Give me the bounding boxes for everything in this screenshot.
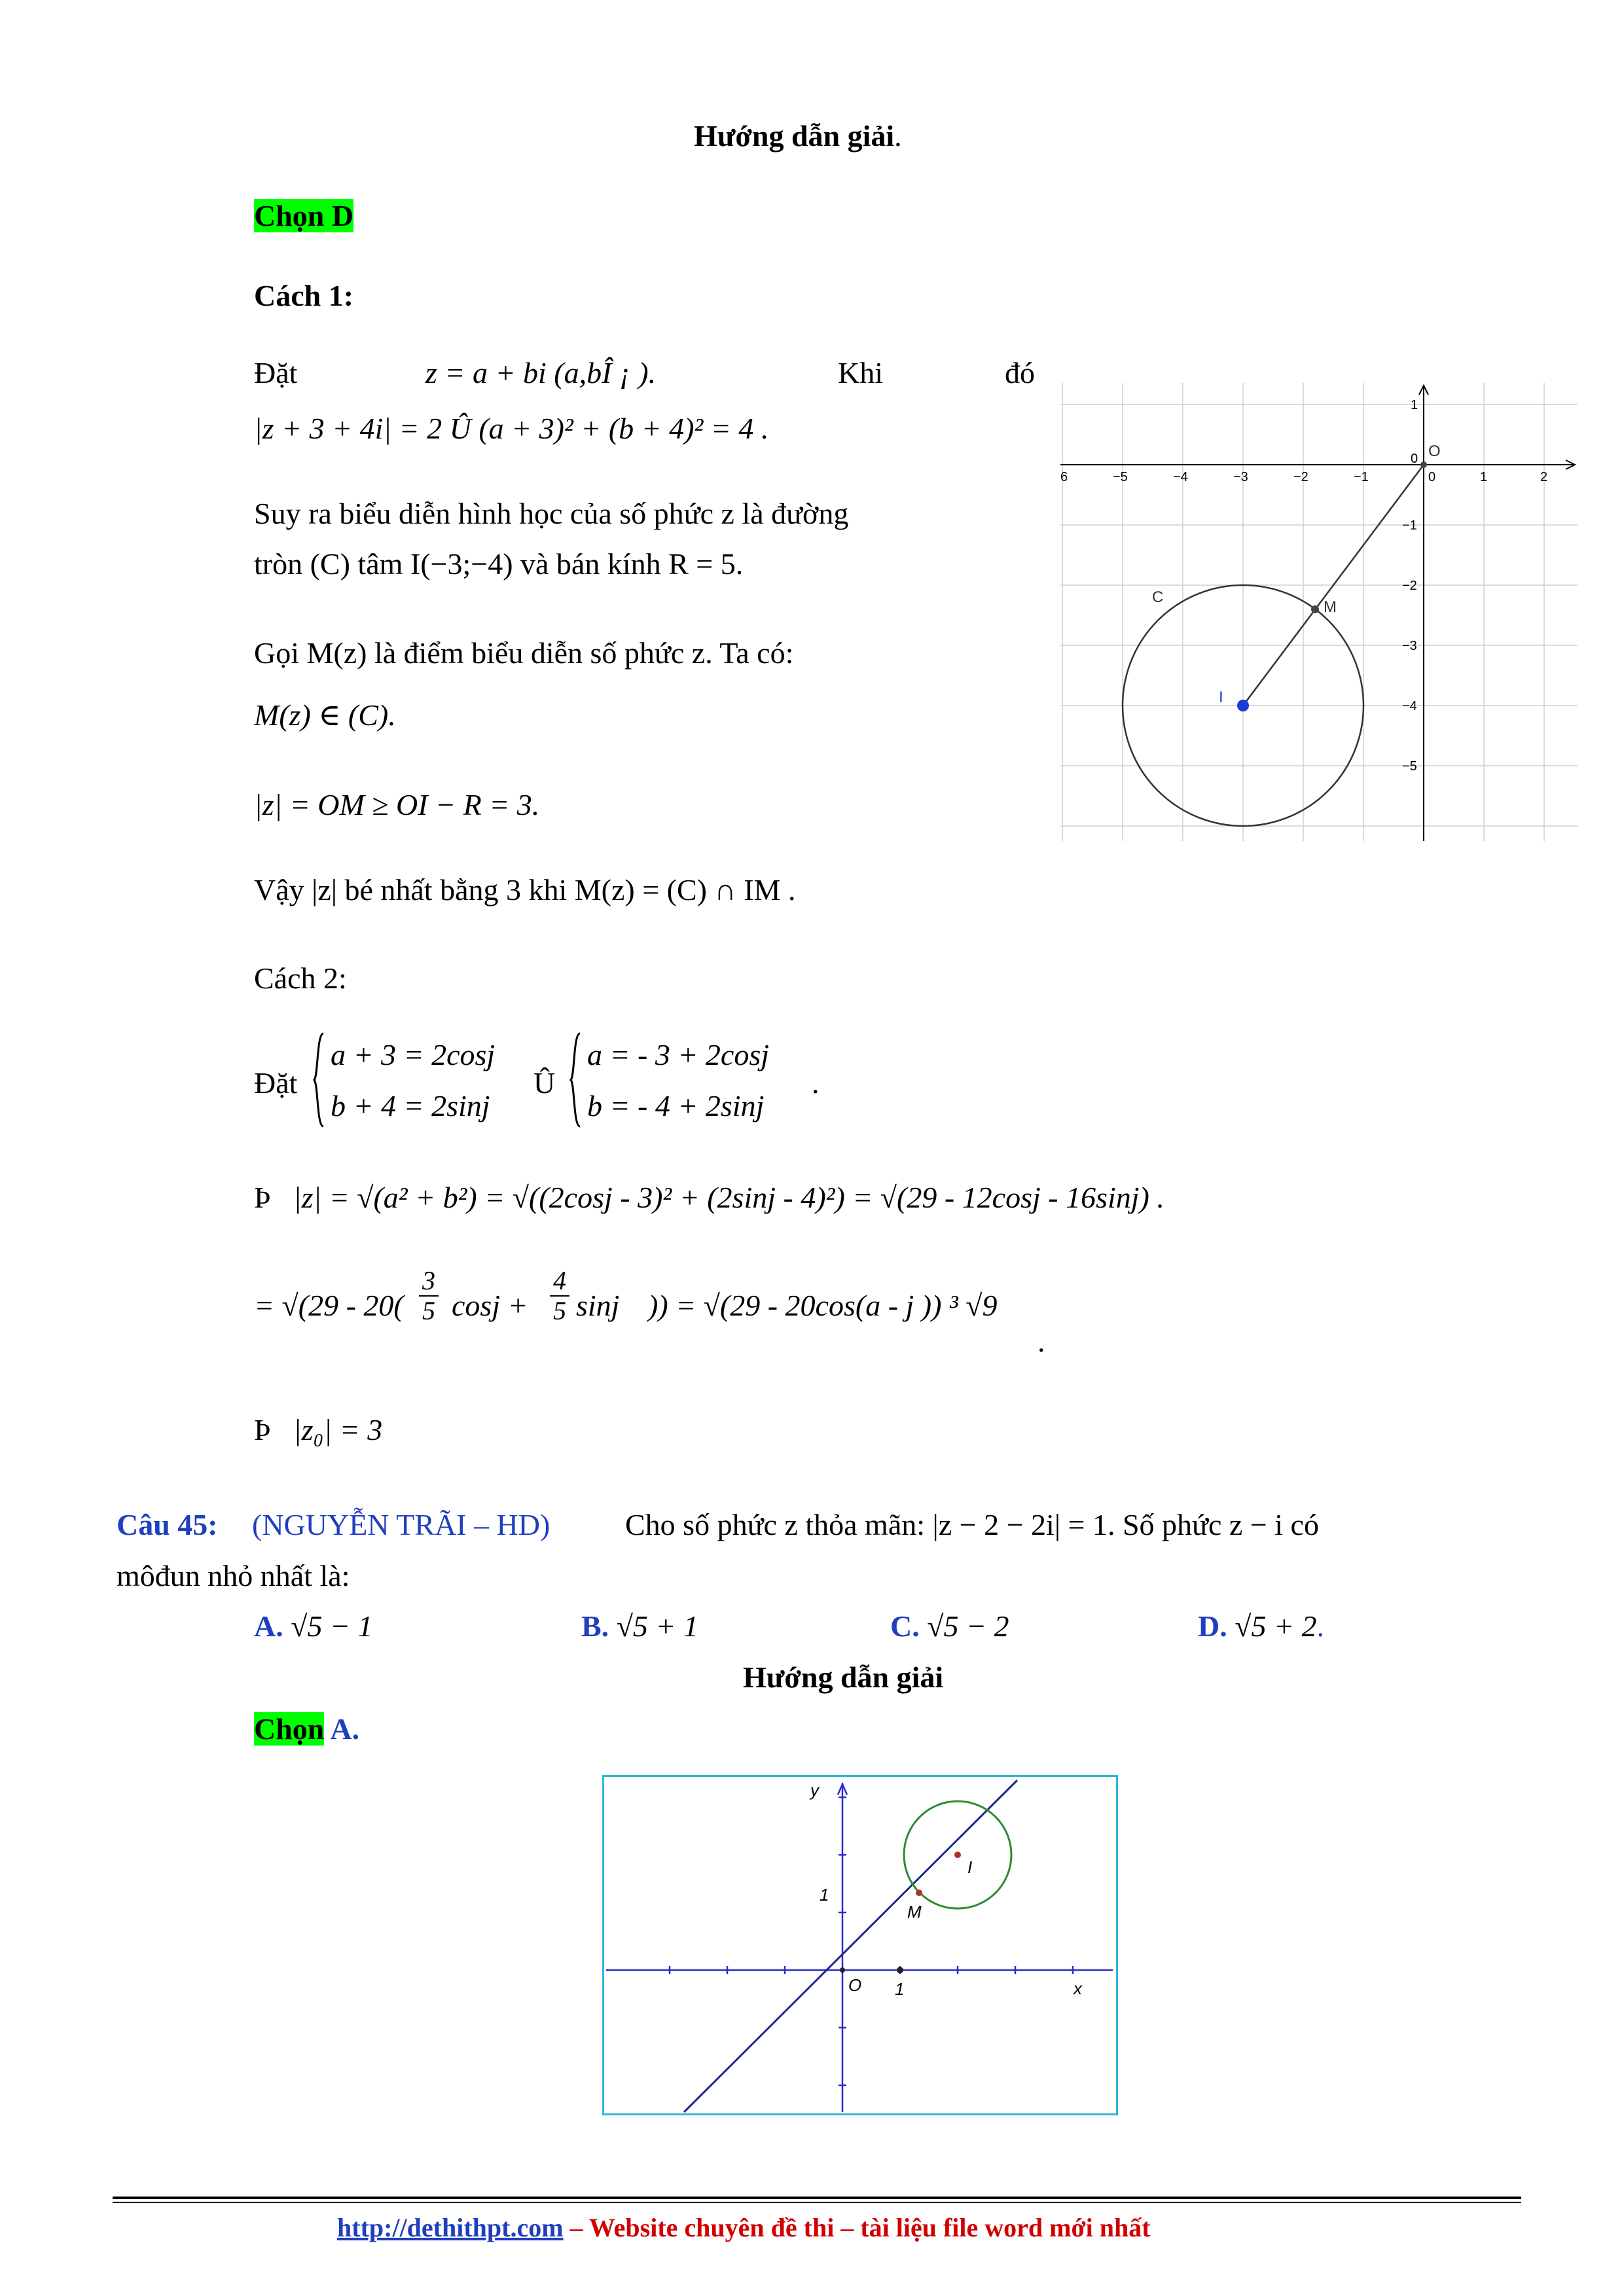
question-label: Câu 45: <box>117 1508 218 1541</box>
eq2-part-a: = √(29 - 20( <box>254 1289 404 1322</box>
goi-line-1: Gọi M(z) là điểm biểu diễn số phức z. Ta có: <box>254 636 794 670</box>
choice-answer: Chọn D <box>254 199 354 232</box>
x-tick-label: −3 <box>1233 470 1248 484</box>
dat2-word: Đặt <box>254 1066 298 1100</box>
khi-word: Khi <box>838 356 883 389</box>
brace-left-2 <box>569 1031 583 1132</box>
choice-answer-2: Chọn A. <box>254 1712 360 1746</box>
solution2-heading: Hướng dẫn giải <box>743 1660 944 1694</box>
question-text-2: môđun nhỏ nhất là: <box>117 1559 350 1592</box>
x-tick-label: −2 <box>1293 470 1308 484</box>
point-i <box>954 1852 961 1858</box>
solution-heading: Hướng dẫn giải. <box>694 119 902 152</box>
label-x: x <box>1074 1979 1082 1998</box>
label-c: C <box>1152 588 1164 606</box>
do-word: đó <box>1005 356 1035 389</box>
y-tick-label: 1 <box>1411 398 1418 412</box>
fraction-4-5: 4 5 <box>550 1266 569 1325</box>
goi-line-2: M(z) ∈ (C). <box>254 698 396 732</box>
x-tick-label: −1 <box>1354 470 1369 484</box>
label-one-x: 1 <box>895 1979 905 1999</box>
y-tick-label: 0 <box>1411 452 1418 466</box>
label-i: I <box>967 1857 973 1877</box>
label-o: O <box>848 1975 862 1995</box>
question-source: (NGUYỄN TRÃI – HD) <box>252 1508 550 1541</box>
dat-word: Đặt <box>254 356 298 389</box>
footer-rule-thin <box>113 2202 1521 2203</box>
system1-line1: a + 3 = 2cosj <box>331 1038 496 1071</box>
point-m <box>1311 605 1319 613</box>
figure-frame <box>604 1776 1117 2115</box>
point-i <box>1237 700 1249 711</box>
eq2-dot: . <box>1038 1325 1045 1358</box>
label-o: O <box>1428 442 1441 460</box>
implies-symbol-2: Þ <box>254 1413 271 1446</box>
label-m: M <box>907 1902 922 1922</box>
modulus-line: |z| = √(a² + b²) = √((2cosj - 3)² + (2sinj - 4)²) = √(29 - 12cosj - 16sinj) . <box>293 1181 1164 1214</box>
point-o <box>1420 461 1427 468</box>
footer-link[interactable]: http://dethithpt.com <box>337 2213 564 2242</box>
point-one <box>897 1967 903 1973</box>
eq2-part-b: )) = √(29 - 20cos(a - j )) ³ √9 <box>648 1289 998 1322</box>
label-y: y <box>810 1780 819 1800</box>
option-a: A. √5 − 1 <box>254 1609 373 1643</box>
x-tick-label: −5 <box>1113 470 1128 484</box>
y-tick-label: −2 <box>1402 579 1417 593</box>
footer <box>337 2211 1151 2245</box>
system2-line1: a = - 3 + 2cosj <box>587 1038 769 1071</box>
point-m <box>916 1890 922 1896</box>
y-tick-label: −1 <box>1402 518 1417 533</box>
option-b: B. √5 + 1 <box>581 1609 698 1643</box>
y-tick-label: −3 <box>1402 639 1417 653</box>
system1-line2: b + 4 = 2sinj <box>331 1089 490 1122</box>
method1-label: Cách 1: <box>254 279 354 312</box>
x-tick-label: −4 <box>1173 470 1188 484</box>
conclusion-line: Vậy |z| bé nhất bằng 3 khi M(z) = (C) ∩ IM . <box>254 873 796 906</box>
iff-symbol: Û <box>533 1066 556 1100</box>
system-dot: . <box>812 1066 820 1100</box>
suy-ra-line-1: Suy ra biểu diễn hình học của số phức z là đường <box>254 497 849 530</box>
label-i: I <box>1219 689 1223 706</box>
option-c: C. √5 − 2 <box>890 1609 1009 1643</box>
footer-rule-thick <box>113 2197 1521 2199</box>
label-m: M <box>1324 598 1337 616</box>
label-one-y: 1 <box>820 1885 829 1905</box>
inequality-line: |z| = OM ≥ OI − R = 3. <box>254 788 540 821</box>
cos-term: cosj + <box>452 1289 528 1322</box>
x-tick-label: 6 <box>1060 470 1068 484</box>
fraction-3-5: 3 5 <box>419 1266 439 1325</box>
dat-expression: z = a + bi (a,bÎ ¡ ). <box>425 356 657 389</box>
y-tick-label: −4 <box>1402 699 1417 713</box>
sin-term: sinj <box>576 1289 620 1322</box>
figure-line-circle <box>602 1775 1118 2119</box>
point-origin <box>840 1967 845 1973</box>
x-tick-label: 0 <box>1428 470 1436 484</box>
question-text-1: Cho số phức z thỏa mãn: |z − 2 − 2i| = 1. Số phức z − i có <box>625 1508 1319 1541</box>
method2-label: Cách 2: <box>254 961 347 995</box>
y-tick-label: −5 <box>1402 759 1417 774</box>
z0-line: |z₀| = 3 <box>293 1413 383 1446</box>
brace-left-1 <box>313 1031 326 1134</box>
suy-ra-line-2: tròn (C) tâm I(−3;−4) và bán kính R = 5. <box>254 547 744 581</box>
x-tick-label: 2 <box>1540 470 1548 484</box>
figure-circle-graph <box>1060 383 1578 844</box>
modulus-equation: |z + 3 + 4i| = 2 Û (a + 3)² + (b + 4)² = 4 . <box>254 412 769 445</box>
x-tick-label: 1 <box>1480 470 1488 484</box>
implies-symbol-1: Þ <box>254 1181 271 1214</box>
system2-line2: b = - 4 + 2sinj <box>587 1089 765 1122</box>
footer-text: – Website chuyên đề thi – tài liệu file word mới nhất <box>563 2213 1151 2242</box>
option-d: D. √5 + 2. <box>1198 1609 1325 1643</box>
